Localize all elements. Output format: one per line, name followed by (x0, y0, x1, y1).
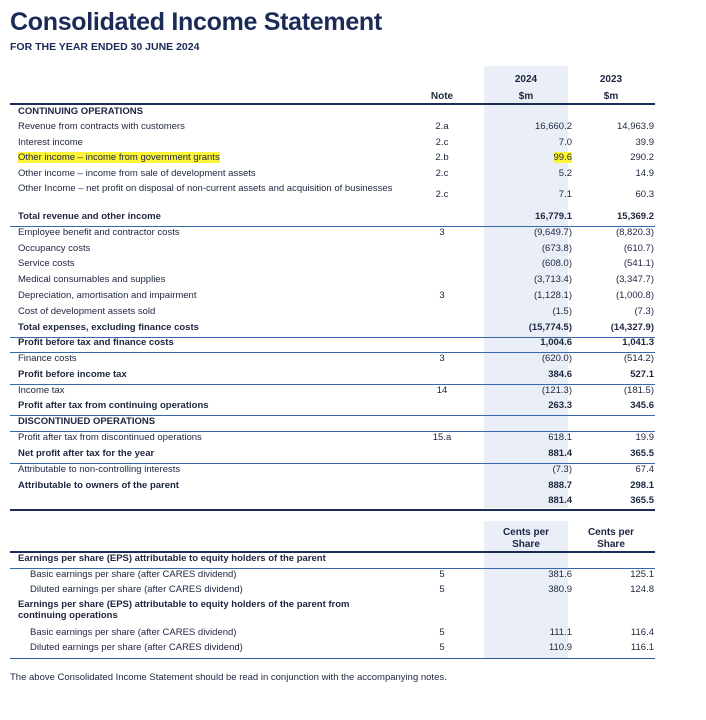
value-2024: 16,660.2 (535, 121, 572, 132)
value-2024 (482, 152, 572, 163)
diluted-eps-continuing-row (10, 642, 655, 657)
note-ref: 2.c (435, 137, 449, 148)
row-label: Depreciation, amortisation and impairment (18, 290, 197, 301)
note-ref: 2.b (435, 152, 449, 163)
value-2023: 290.2 (630, 152, 654, 163)
value-2023: 15,369.2 (617, 211, 654, 222)
depreciation-row (10, 290, 655, 305)
disposal-profit-row (10, 183, 655, 209)
row-label: CONTINUING OPERATIONS (18, 106, 143, 117)
row-label: Service costs (18, 258, 75, 269)
value-2024: (620.0) (541, 353, 572, 364)
note-ref: 5 (439, 642, 445, 653)
value-2024: 384.6 (548, 369, 572, 380)
value-2023: (7.3) (634, 306, 654, 317)
value-2024: (1,128.1) (533, 290, 572, 301)
value-2023: 125.1 (630, 569, 654, 580)
medical-consumables-row (10, 274, 655, 289)
revenue-row (10, 121, 655, 136)
value-2024: 888.7 (548, 480, 572, 491)
value-2023: (3,347.7) (615, 274, 654, 285)
eps-continuing-heading (10, 599, 655, 625)
value-2024: (673.8) (541, 243, 572, 254)
profit-before-tax-and-finance-row (10, 337, 655, 353)
row-label: Profit before tax and finance costs (18, 337, 174, 348)
value-2024: 111.1 (549, 627, 572, 638)
note-ref: 15.a (432, 432, 452, 443)
header-rule (10, 103, 655, 105)
value-2024: 16,779.1 (535, 211, 572, 222)
value-2024: 881.4 (548, 448, 572, 459)
basic-eps-continuing-row (10, 627, 655, 642)
year-2024-header: 2024 (514, 74, 538, 85)
eps-unit-2024-line1: Cents per (502, 527, 550, 538)
value-2023: 67.4 (635, 464, 654, 475)
note-ref: 5 (439, 584, 445, 595)
income-tax-row (10, 385, 655, 400)
row-label: Basic earnings per share (after CARES dividend) (30, 627, 237, 638)
value-2024: 381.6 (548, 569, 572, 580)
occupancy-costs-row (10, 243, 655, 258)
value-2023: (181.5) (623, 385, 654, 396)
value-2023: 1,041.3 (622, 337, 654, 348)
statement-title: Consolidated Income Statement (10, 8, 382, 36)
note-ref: 2.c (435, 168, 449, 179)
note-ref: 3 (439, 290, 445, 301)
row-label: Income tax (18, 385, 65, 396)
row-label: Employee benefit and contractor costs (18, 227, 180, 238)
value-2023: 19.9 (635, 432, 654, 443)
unit-2024-header: $m (518, 91, 534, 102)
row-label (18, 152, 220, 163)
value-2023: (541.1) (623, 258, 654, 269)
row-label: Earnings per share (EPS) attributable to equity holders of the parent (18, 553, 326, 564)
value-2023: 14,963.9 (617, 121, 654, 132)
value-2023: 365.5 (630, 448, 654, 459)
interest-income-row (10, 137, 655, 152)
note-ref: 3 (439, 353, 445, 364)
basic-eps-row (10, 569, 655, 584)
row-label: Net profit after tax for the year (18, 448, 155, 459)
total-revenue-row (10, 211, 655, 227)
value-2023: 298.1 (630, 480, 654, 491)
value-2024: 1,004.6 (540, 337, 572, 348)
value-2023: 14.9 (635, 168, 654, 179)
value-2024: (7.3) (552, 464, 572, 475)
profit-before-income-tax-row (10, 369, 655, 385)
development-assets-cost-row (10, 306, 655, 321)
value-2024: 5.2 (558, 168, 572, 179)
note-ref: 5 (439, 569, 445, 580)
value-2023: 60.3 (635, 189, 654, 200)
value-2024: 7.1 (558, 189, 572, 200)
row-label: Cost of development assets sold (18, 306, 156, 317)
note-ref: 3 (439, 227, 445, 238)
discontinued-operations-heading (10, 416, 655, 432)
row-label: Medical consumables and supplies (18, 274, 166, 285)
profit-continuing-row (10, 400, 655, 416)
row-label: Total revenue and other income (18, 211, 161, 222)
owners-of-parent-row (10, 480, 655, 495)
row-label: Other Income – net profit on disposal of non-current assets and acquisition of businesses (18, 183, 393, 194)
row-label: Total expenses, excluding finance costs (18, 322, 199, 333)
value-2024: (15,774.5) (528, 322, 572, 333)
value-2024: 263.3 (548, 400, 572, 411)
row-label: DISCONTINUED OPERATIONS (18, 416, 156, 427)
value-2023: 116.4 (630, 627, 654, 638)
footnote: The above Consolidated Income Statement should be read in conjunction with the accompanying notes. (10, 672, 447, 683)
value-2023: 116.1 (630, 642, 654, 653)
net-profit-row (10, 448, 655, 464)
value-2023: (514.2) (623, 353, 654, 364)
row-label: Basic earnings per share (after CARES dividend) (30, 569, 237, 580)
row-label: Profit before income tax (18, 369, 127, 380)
finance-costs-row (10, 353, 655, 368)
value-2024: 618.1 (548, 432, 572, 443)
government-grants-row (10, 152, 655, 167)
eps-unit-2024-line2: Share (512, 539, 540, 550)
value-2024: 881.4 (548, 495, 572, 506)
row-label: Interest income (18, 137, 83, 148)
note-column-header: Note (430, 91, 454, 102)
highlight-mark: 99.6 (553, 152, 572, 163)
unit-2023-header: $m (603, 91, 619, 102)
value-2023: 124.8 (630, 584, 654, 595)
value-2024: 380.9 (548, 584, 572, 595)
profit-discontinued-row (10, 432, 655, 447)
table-bottom-rule (10, 509, 655, 511)
value-2023: 345.6 (630, 400, 654, 411)
highlight-mark: Other income – income from government grants (18, 152, 220, 163)
statement-subtitle: FOR THE YEAR ENDED 30 JUNE 2024 (10, 41, 200, 53)
row-label: Attributable to owners of the parent (18, 480, 179, 491)
service-costs-row (10, 258, 655, 273)
row-label: Attributable to non-controlling interests (18, 464, 181, 475)
row-label: Diluted earnings per share (after CARES dividend) (30, 584, 243, 595)
eps-unit-2023-line2: Share (597, 539, 625, 550)
value-2024: (3,713.4) (533, 274, 572, 285)
value-2023: (8,820.3) (615, 227, 654, 238)
eps-heading (10, 553, 655, 569)
continuing-operations-heading (10, 106, 655, 121)
row-label: Profit after tax from discontinued operations (18, 432, 202, 443)
note-ref: 14 (436, 385, 448, 396)
value-2024: (1.5) (552, 306, 572, 317)
note-ref: 2.c (435, 189, 449, 200)
value-2023: 527.1 (630, 369, 654, 380)
value-2023: (1,000.8) (615, 290, 654, 301)
year-2023-header: 2023 (599, 74, 623, 85)
attributable-total-row (10, 495, 655, 510)
value-2024: (121.3) (541, 385, 572, 396)
note-ref: 2.a (435, 121, 449, 132)
value-2023: (14,327.9) (610, 322, 654, 333)
employee-costs-row (10, 227, 655, 242)
sale-of-development-assets-row (10, 168, 655, 183)
diluted-eps-row (10, 584, 655, 599)
value-2024: 7.0 (558, 137, 572, 148)
value-2023: 365.5 (630, 495, 654, 506)
row-label: Other income – income from sale of development assets (18, 168, 256, 179)
row-label: Revenue from contracts with customers (18, 121, 185, 132)
value-2024: (9,649.7) (533, 227, 572, 238)
eps-bottom-rule (10, 658, 655, 659)
total-expenses-row (10, 322, 655, 338)
value-2023: 39.9 (635, 137, 654, 148)
row-label: Occupancy costs (18, 243, 91, 254)
note-ref: 5 (439, 627, 445, 638)
value-2023: (610.7) (623, 243, 654, 254)
eps-unit-2023-line1: Cents per (587, 527, 635, 538)
non-controlling-interests-row (10, 464, 655, 479)
row-label: Diluted earnings per share (after CARES dividend) (30, 642, 243, 653)
value-2024: (608.0) (541, 258, 572, 269)
row-label: Finance costs (18, 353, 77, 364)
value-2024: 110.9 (548, 642, 572, 653)
row-label: Earnings per share (EPS) attributable to equity holders of the parent from continuing operations (18, 599, 350, 621)
row-label: Profit after tax from continuing operations (18, 400, 209, 411)
